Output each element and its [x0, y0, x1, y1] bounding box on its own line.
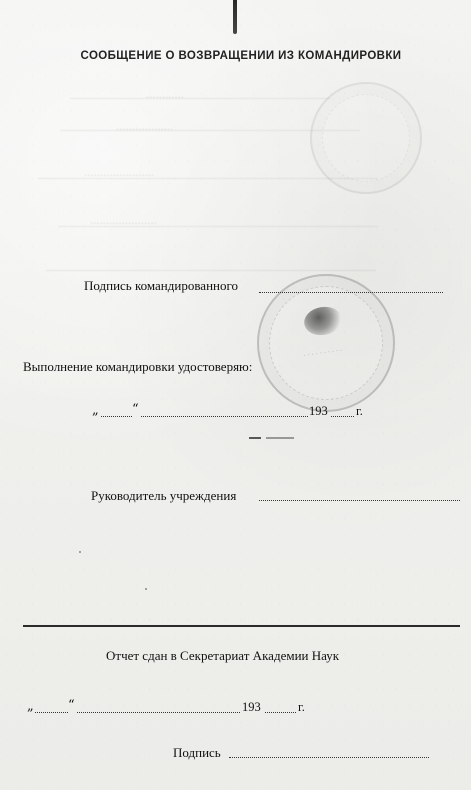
date-open-quote-1: „ [92, 403, 99, 418]
date-month-field-1[interactable] [141, 416, 308, 417]
date-year-field-1[interactable] [331, 416, 354, 417]
small-dash-mark [266, 437, 294, 439]
date-month-field-2[interactable] [77, 712, 240, 713]
stamp-faded-text: · · · · · · · · · · [303, 346, 343, 360]
head-of-institution-label: Руководитель учреждения [91, 488, 237, 503]
bleed-line [70, 98, 330, 99]
binding-mark [233, 0, 237, 34]
confirmation-label: Выполнение командировки удостоверяю: [23, 359, 253, 374]
page-title: СООБЩЕНИЕ О ВОЗВРАЩЕНИИ ИЗ КОМАНДИРОВКИ [80, 50, 402, 62]
bleed-text: .................. [116, 122, 174, 133]
faint-round-stamp [310, 82, 422, 194]
date-day-field-1[interactable] [101, 416, 132, 417]
report-submitted-line: Отчет сдан в Секретариат Академии Наук [106, 648, 340, 663]
date-close-quote-1: “ [132, 402, 139, 417]
bleed-line [58, 226, 378, 227]
date-year-suffix-1: г. [356, 404, 363, 418]
traveler-signature-label: Подпись командированного [84, 278, 238, 293]
final-signature-field[interactable] [229, 757, 429, 758]
bleed-text: ..................... [90, 216, 157, 227]
date-year-suffix-2: г. [298, 700, 305, 714]
final-signature-label: Подпись [173, 745, 221, 760]
bleed-line [46, 270, 376, 271]
round-stamp [257, 274, 395, 412]
bleed-text: ...................... [84, 168, 154, 179]
bleed-text: ............ [146, 90, 185, 101]
paper-speck [145, 588, 147, 590]
date-open-quote-2: „ [27, 699, 34, 714]
paper-speck [79, 551, 81, 553]
date-close-quote-2: “ [68, 698, 75, 713]
stamp-ink-blot [302, 304, 344, 338]
date-year-field-2[interactable] [265, 712, 296, 713]
date-day-field-2[interactable] [35, 712, 68, 713]
date-year-prefix-1: 193 [309, 404, 328, 418]
date-year-prefix-2: 193 [242, 700, 261, 714]
head-of-institution-signature-field[interactable] [259, 500, 460, 501]
small-dash-mark [249, 437, 261, 439]
section-divider [23, 625, 460, 627]
